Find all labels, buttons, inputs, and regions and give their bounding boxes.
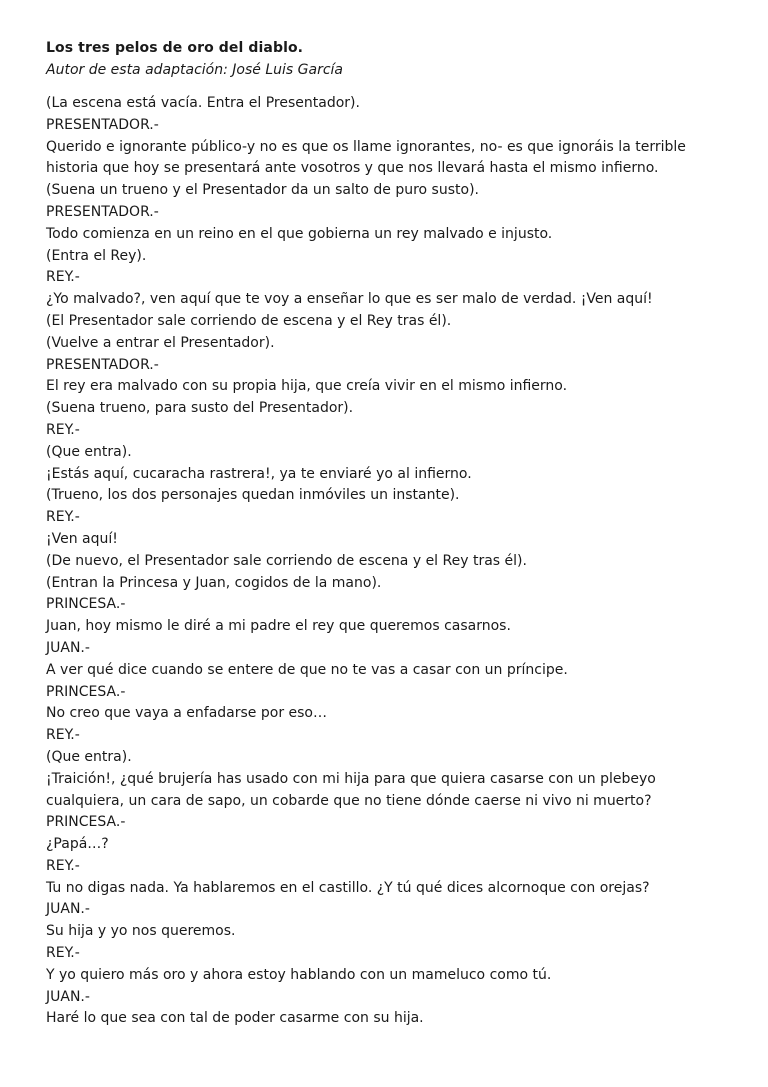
script-body bbox=[46, 93, 728, 1030]
script-line: (Que entra). bbox=[46, 443, 132, 460]
script-line: (Que entra). bbox=[46, 748, 132, 765]
script-line: (La escena está vacía. Entra el Presentador). bbox=[46, 95, 360, 111]
script-line: (Entra el Rey). bbox=[46, 247, 147, 264]
script-line: Todo comienza en un reino en el que gobierna un rey malvado e injusto. bbox=[46, 225, 553, 242]
script-line: PRINCESA.- bbox=[46, 683, 126, 700]
script-line: JUAN.- bbox=[46, 639, 90, 656]
script-line: A ver qué dice cuando se entere de que no te vas a casar con un príncipe. bbox=[46, 661, 568, 678]
script-line: Querido e ignorante público-y no es que os llame ignorantes, no- es que ignoráis la terrible bbox=[46, 138, 686, 155]
script-line: ¡Estás aquí, cucaracha rastrera!, ya te enviaré yo al infierno. bbox=[46, 465, 472, 482]
script-line: ¡Ven aquí! bbox=[46, 530, 118, 547]
script-line: (Suena trueno, para susto del Presentador). bbox=[46, 400, 354, 417]
script-line: REY.- bbox=[46, 857, 80, 874]
script-line: REY.- bbox=[46, 945, 80, 962]
script-line: (El Presentador sale corriendo de escena y el Rey tras él). bbox=[46, 312, 452, 329]
script-line: ¡Traición!, ¿qué brujería has usado con mi hija para que quiera casarse con un plebeyo bbox=[46, 770, 656, 787]
script-line: REY.- bbox=[46, 509, 80, 526]
script-line: Juan, hoy mismo le diré a mi padre el rey que queremos casarnos. bbox=[46, 618, 511, 635]
script-line: (De nuevo, el Presentador sale corriendo de escena y el Rey tras él). bbox=[46, 552, 527, 569]
script-line: REY.- bbox=[46, 727, 80, 744]
script-line: (Entran la Princesa y Juan, cogidos de la mano). bbox=[46, 574, 382, 591]
script-line: No creo que vaya a enfadarse por eso… bbox=[46, 705, 327, 722]
script-line: Su hija y yo nos queremos. bbox=[46, 923, 236, 940]
script-line: ¿Papá…? bbox=[46, 836, 109, 853]
script-line: cualquiera, un cara de sapo, un cobarde que no tiene dónde caerse ni vivo ni muerto? bbox=[46, 792, 652, 809]
script-line: ¿Yo malvado?, ven aquí que te voy a enseñar lo que es ser malo de verdad. ¡Ven aquí! bbox=[46, 291, 653, 308]
script-line: historia que hoy se presentará ante vosotros y que nos llevará hasta el mismo infierno. bbox=[46, 160, 659, 177]
script-line: Y yo quiero más oro y ahora estoy hablando con un mameluco como tú. bbox=[46, 966, 552, 983]
script-line: (Trueno, los dos personajes quedan inmóviles un instante). bbox=[46, 487, 460, 504]
script-line: JUAN.- bbox=[46, 988, 90, 1005]
script-line: JUAN.- bbox=[46, 901, 90, 918]
script-line: REY.- bbox=[46, 421, 80, 438]
script-line: PRESENTADOR.- bbox=[46, 116, 159, 133]
script-line: Tu no digas nada. Ya hablaremos en el castillo. ¿Y tú qué dices alcornoque con orejas? bbox=[46, 879, 650, 896]
document-title: Los tres pelos de oro del diablo. bbox=[46, 40, 304, 56]
script-line: PRINCESA.- bbox=[46, 596, 126, 613]
script-line: (Suena un trueno y el Presentador da un salto de puro susto). bbox=[46, 182, 479, 199]
script-line: Haré lo que sea con tal de poder casarme con su hija. bbox=[46, 1010, 424, 1027]
script-line: PRESENTADOR.- bbox=[46, 203, 159, 220]
script-line: REY.- bbox=[46, 269, 80, 286]
script-line: El rey era malvado con su propia hija, que creía vivir en el mismo infierno. bbox=[46, 378, 568, 395]
script-line: PRINCESA.- bbox=[46, 814, 126, 831]
script-line: (Vuelve a entrar el Presentador). bbox=[46, 334, 275, 351]
script-line: PRESENTADOR.- bbox=[46, 356, 159, 373]
document-author: Autor de esta adaptación: José Luis García bbox=[46, 62, 343, 78]
